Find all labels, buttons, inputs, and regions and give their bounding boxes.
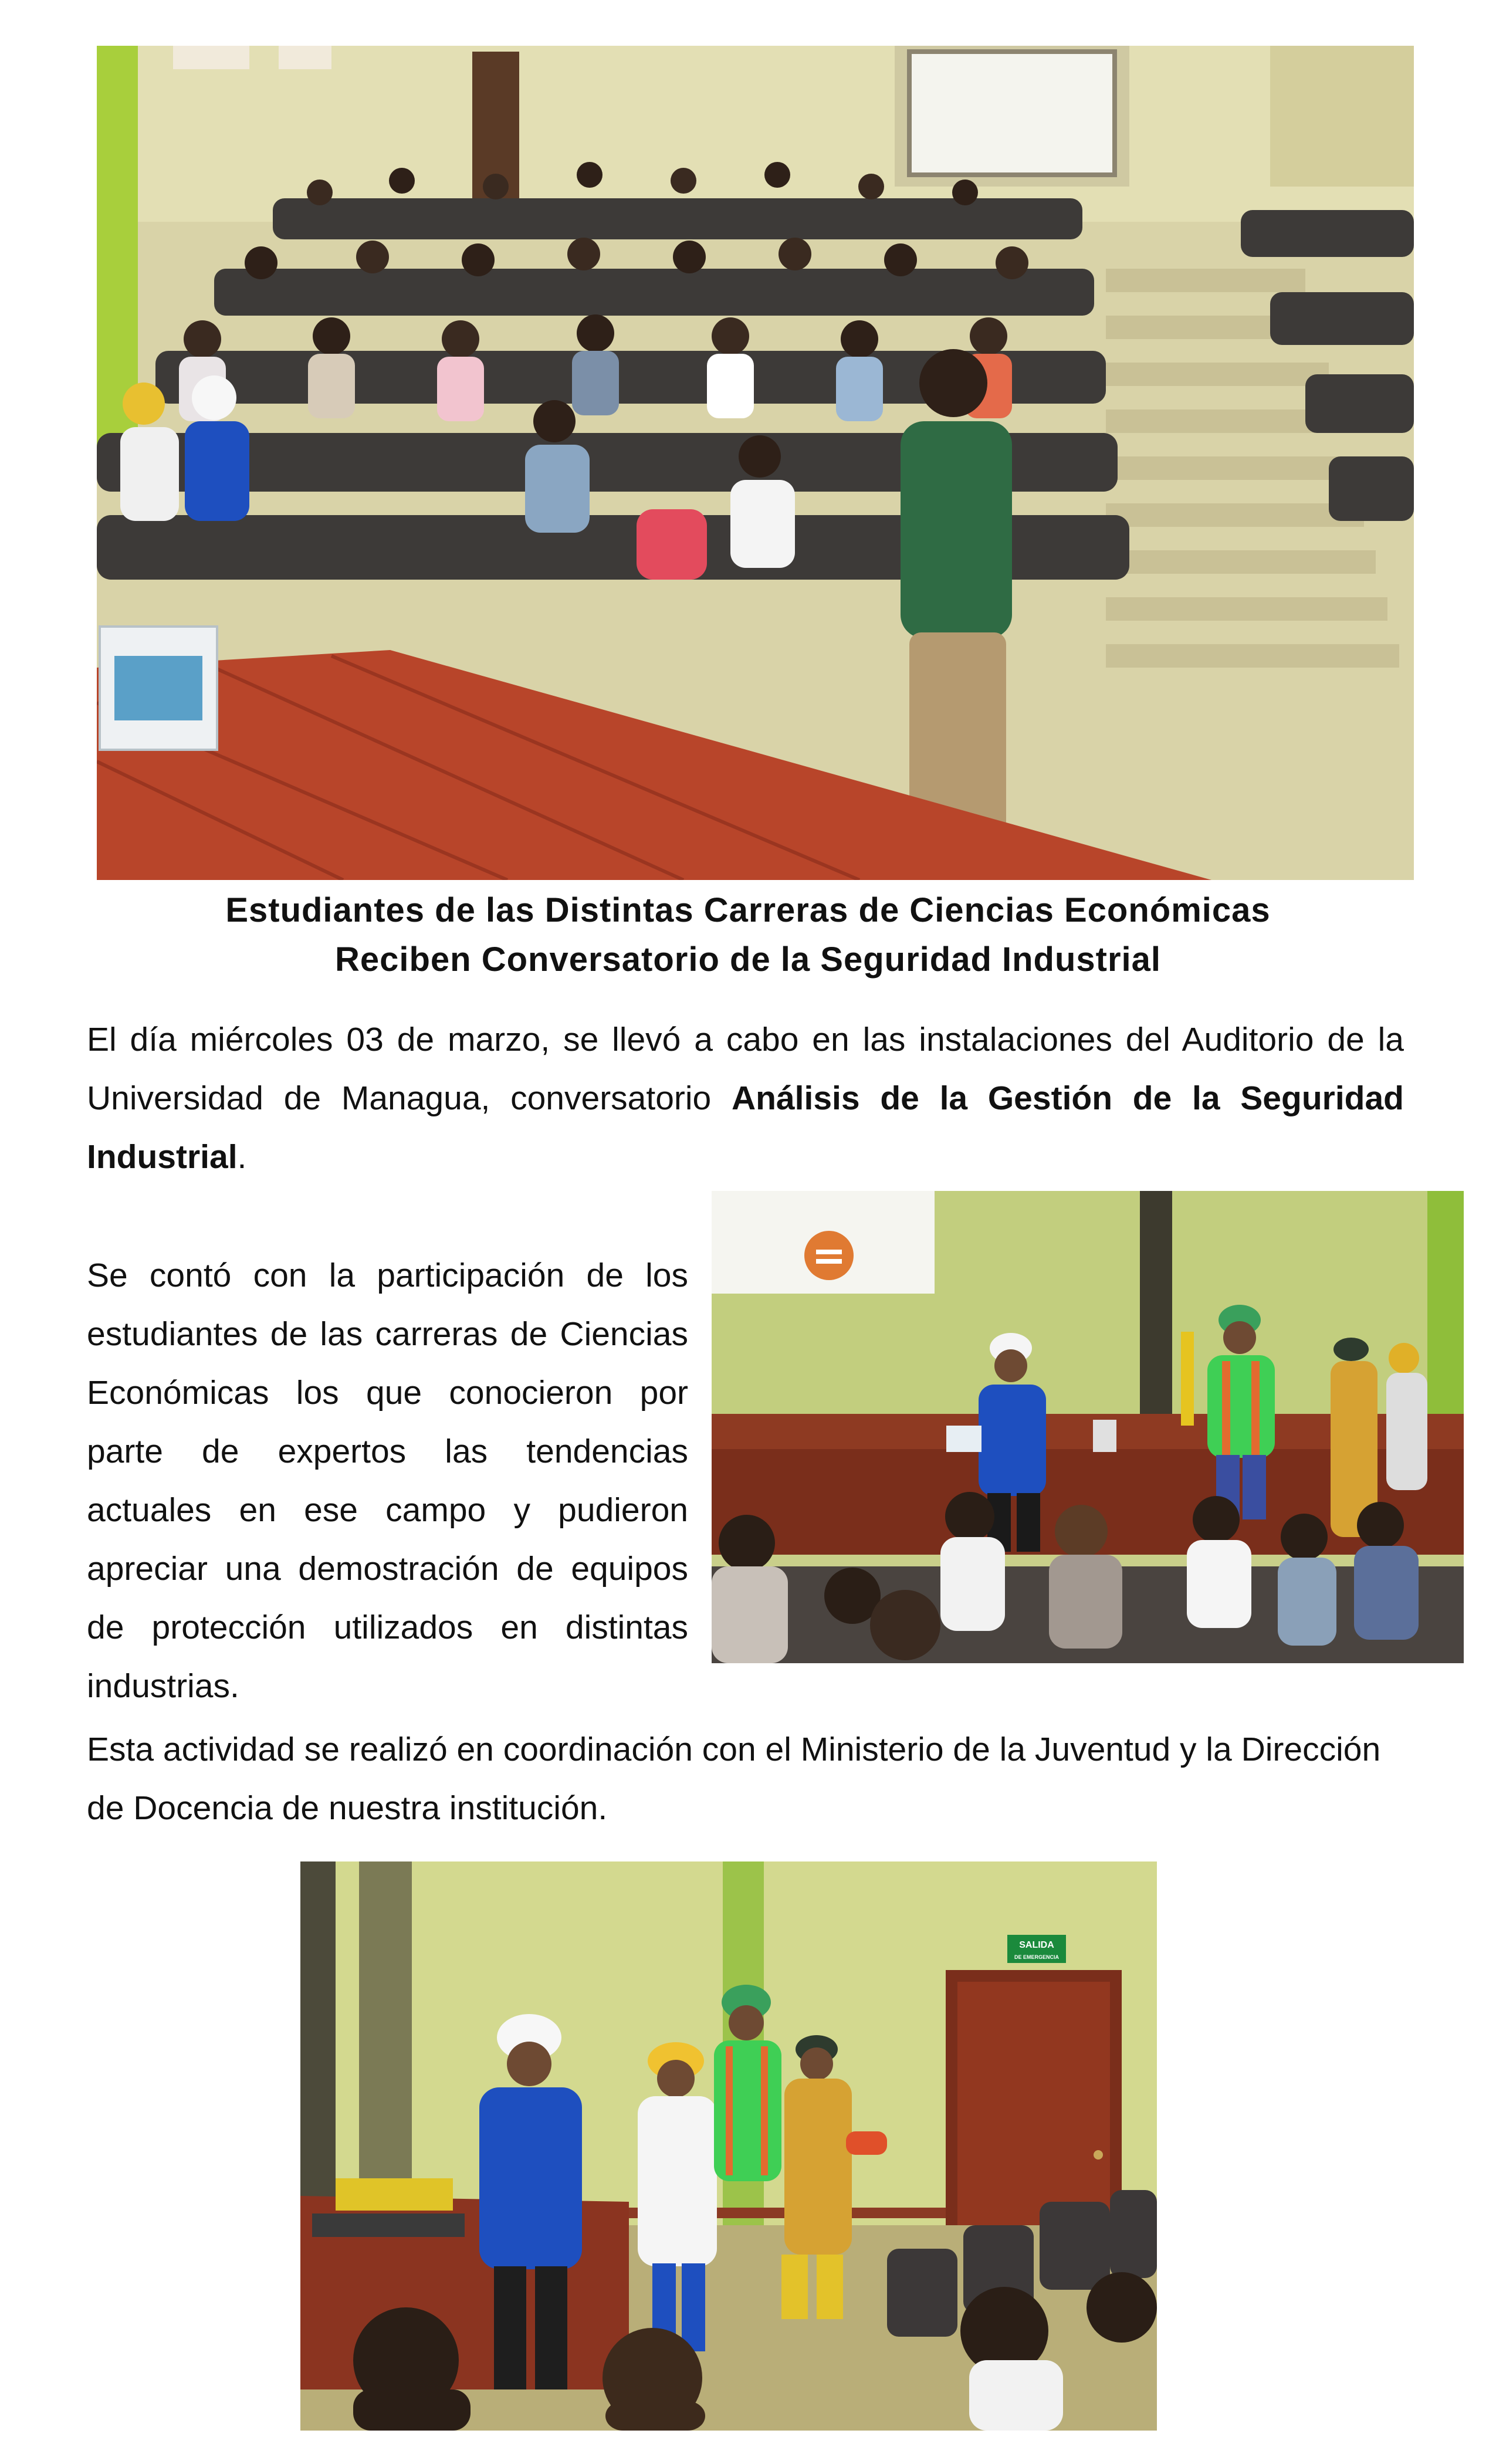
- paragraph-intro-end: .: [237, 1138, 247, 1176]
- protective-equipment-photo: [300, 1861, 1157, 2431]
- article-title-line-2: Reciben Conversatorio de la Seguridad Industrial: [334, 940, 1162, 979]
- auditorium-audience-photo: [97, 46, 1414, 880]
- paragraph-coordination: Esta actividad se realizó en coordinación con el Ministerio de la Juventud y la Dirección de Docencia de nuestra institución.: [87, 1731, 1381, 1827]
- exit-sign-text: SALIDA: [1019, 1940, 1054, 1950]
- exit-sign-subtext: DE EMERGENCIA: [1014, 1954, 1060, 1960]
- paragraph-intro-lead: El día miércoles 03 de marzo, se llevó a cabo en las instalaciones del Auditorio de la Universidad de Managua, conversatorio: [87, 1021, 1404, 1117]
- paragraph-participation: Se contó con la participación de los estudiantes de las carreras de Ciencias Económicas los que conocieron por parte de expertos las tendencias actuales en ese campo y pudieron apreciar una demostración de equipos de protección utilizados en distintas industrias.: [87, 1257, 688, 1705]
- event-name: Análisis de la Gestión de la Seguridad Industrial: [87, 1079, 1404, 1176]
- article-title: [88, 886, 1408, 984]
- paragraph-intro: [87, 1010, 1404, 1186]
- stage-demonstration-photo: [712, 1191, 1464, 1663]
- article-title-line-1: Estudiantes de las Distintas Carreras de Ciencias Económicas: [225, 891, 1271, 929]
